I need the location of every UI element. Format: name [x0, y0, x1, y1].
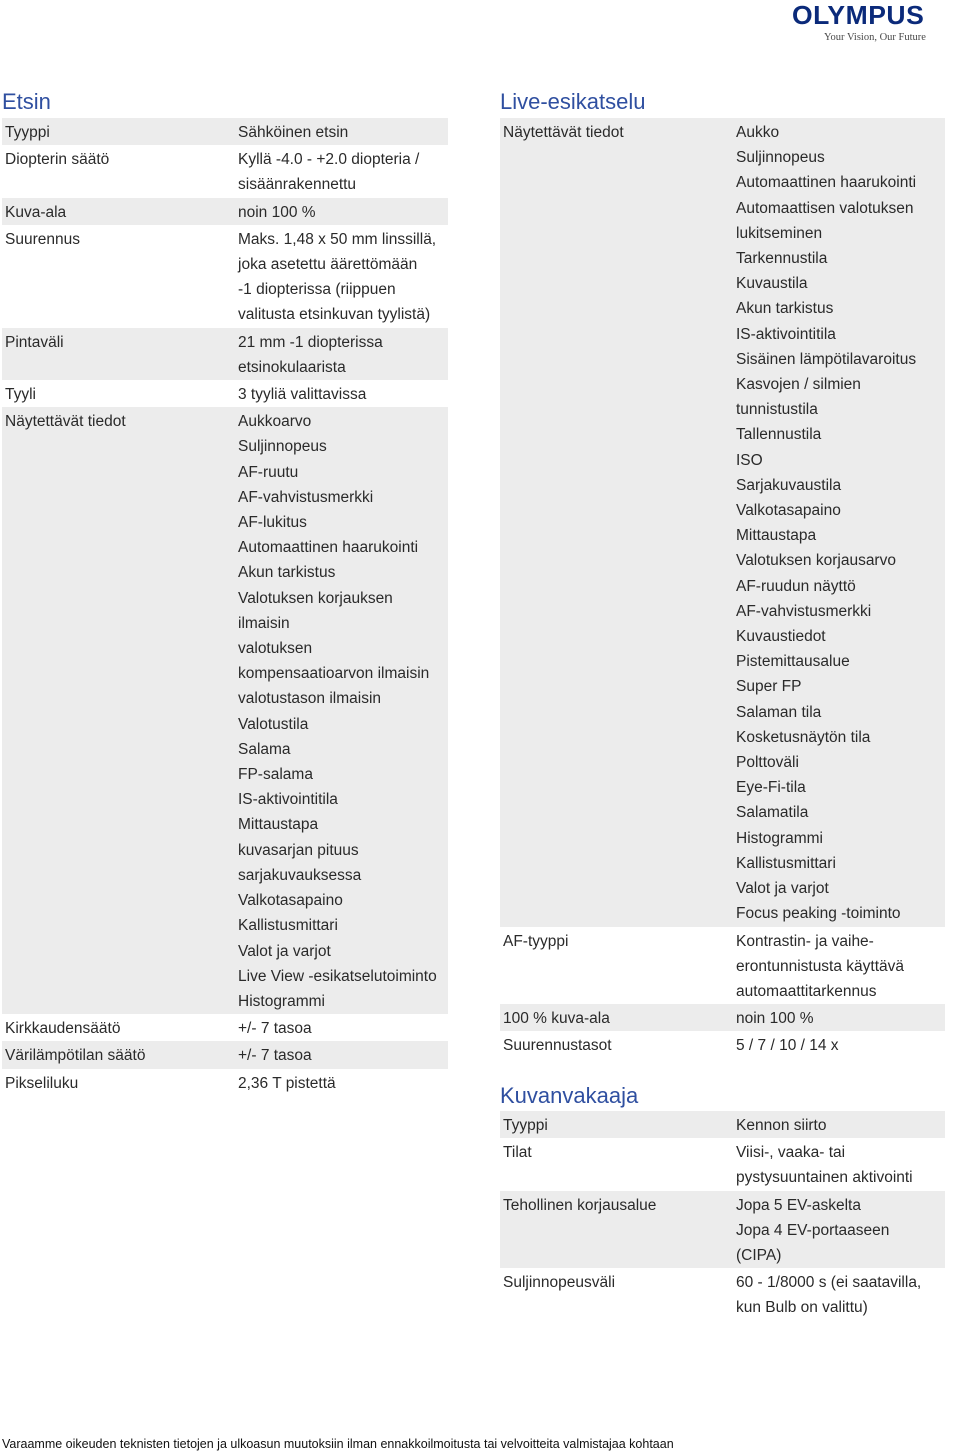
spec-value-line: Tallennustila: [736, 426, 822, 444]
spec-value-line: Valkotasapaino: [238, 892, 343, 910]
spec-value-line: automaattitarkennus: [736, 982, 877, 1000]
spec-value-line: Salamatila: [736, 804, 809, 822]
spec-value-line: Kuvaustila: [736, 275, 808, 293]
spec-value-line: valotuksen: [238, 640, 313, 658]
spec-value: [235, 1014, 448, 1041]
spec-label: 100 % kuva-ala: [500, 1004, 733, 1031]
spec-value-line: Maks. 1,48 x 50 mm linssillä,: [238, 230, 437, 248]
spec-value-line: Focus peaking -toiminto: [736, 905, 901, 923]
spec-value: [733, 927, 945, 1005]
spec-label: Suljinnopeusväli: [503, 1274, 616, 1292]
spec-value-line: Kontrastin- ja vaihe-: [736, 932, 874, 950]
spec-value-line: Kennon siirto: [736, 1117, 827, 1134]
spec-value: [235, 198, 448, 225]
spec-value-line: FP-salama: [238, 766, 313, 784]
spec-value-line: valotustason ilmaisin: [238, 690, 382, 708]
brand-tagline: Your Vision, Our Future: [824, 32, 926, 43]
spec-row: [2, 1041, 448, 1068]
spec-row: [500, 1191, 945, 1269]
spec-value-line: AF-ruutu: [238, 463, 299, 481]
spec-value-line: Super FP: [736, 678, 802, 696]
spec-value-line: ISO: [736, 451, 763, 469]
spec-row: [500, 1268, 945, 1320]
spec-value: [235, 407, 448, 1014]
spec-label: Tyyppi: [500, 1111, 733, 1138]
spec-value-line: AF-vahvistusmerkki: [238, 488, 374, 506]
spec-value-line: Kosketusnäytön tila: [736, 728, 871, 746]
spec-row: [500, 1138, 945, 1190]
spec-value-line: lukitseminen: [736, 224, 823, 242]
section-title-etsin: Etsin: [2, 89, 51, 114]
spec-value-line: Salama: [238, 740, 291, 758]
spec-value-line: Automaattinen haarukointi: [238, 539, 419, 557]
spec-value-line: Pistemittausalue: [736, 653, 850, 671]
spec-value-line: pystysuuntainen aktivointi: [736, 1169, 913, 1187]
spec-value-line: valitusta etsinkuvan tyylistä): [238, 306, 431, 324]
spec-value-line: 2,36 T pistettä: [238, 1074, 336, 1092]
spec-value-line: +/- 7 tasoa: [238, 1047, 312, 1065]
spec-label: Tyyli: [5, 386, 36, 404]
spec-value: [235, 1069, 448, 1096]
spec-value-line: kuvasarjan pituus: [238, 841, 359, 859]
spec-value-line: Kallistusmittari: [736, 854, 836, 872]
section-title-live-esikatselu: Live-esikatselu: [500, 89, 646, 114]
spec-value-line: Jopa 4 EV-portaaseen: [736, 1221, 890, 1239]
spec-row: [2, 118, 448, 145]
spec-value-line: Aukko: [736, 124, 780, 141]
spec-value-line: AF-vahvistusmerkki: [736, 602, 872, 620]
spec-value-line: tunnistustila: [736, 401, 818, 419]
spec-value-line: Automaattisen valotuksen: [736, 199, 914, 217]
spec-label: AF-tyyppi: [503, 932, 569, 950]
spec-value-line: AF-ruudun näyttö: [736, 577, 856, 595]
spec-value-line: 60 - 1/8000 s (ei saatavilla,: [736, 1274, 922, 1292]
spec-label: Näytettävät tiedot: [2, 407, 235, 1014]
spec-label: Kuva-ala: [2, 198, 235, 225]
spec-label: Suurennus: [5, 230, 80, 248]
spec-value-line: Eye-Fi-tila: [736, 779, 806, 797]
spec-value-line: Salaman tila: [736, 703, 822, 721]
spec-value-line: -1 diopterissa (riippuen: [238, 281, 396, 299]
spec-row: [500, 1031, 945, 1058]
spec-value-line: Kuvaustiedot: [736, 628, 826, 646]
spec-value: [733, 118, 945, 927]
spec-row: [500, 1111, 945, 1138]
spec-value-line: kun Bulb on valittu): [736, 1299, 868, 1317]
spec-label: Näytettävät tiedot: [500, 118, 733, 927]
spec-value: [235, 118, 448, 145]
spec-value-line: sarjakuvauksessa: [238, 866, 362, 884]
spec-value-line: joka asetettu äärettömään: [238, 256, 418, 274]
spec-value-line: Live View -esikatselutoiminto: [238, 967, 437, 985]
spec-table-etsin: [2, 118, 448, 1096]
spec-value-line: Kallistusmittari: [238, 917, 338, 935]
spec-label: Pikseliluku: [5, 1074, 79, 1092]
spec-value-line: Valotuksen korjausarvo: [736, 552, 896, 570]
spec-value-line: 21 mm -1 diopterissa: [238, 333, 383, 351]
spec-value-line: +/- 7 tasoa: [238, 1020, 312, 1038]
spec-value: [733, 1138, 945, 1190]
spec-row: [2, 407, 448, 1014]
spec-value-line: Jopa 5 EV-askelta: [736, 1196, 861, 1214]
spec-value-line: Valotuksen korjauksen: [238, 589, 393, 607]
spec-row: [2, 1069, 448, 1096]
spec-value-line: Valot ja varjot: [238, 942, 331, 960]
spec-value-line: Aukkoarvo: [238, 413, 312, 431]
spec-value-line: Akun tarkistus: [238, 564, 336, 582]
spec-row: [500, 927, 945, 1005]
spec-row: [2, 328, 448, 380]
spec-value-line: Suljinnopeus: [736, 149, 825, 167]
spec-value-line: Automaattinen haarukointi: [736, 174, 917, 192]
spec-value-line: IS-aktivointitila: [238, 791, 338, 809]
spec-value: [235, 225, 448, 328]
spec-row: [2, 225, 448, 328]
section-title-kuvanvakaaja: Kuvanvakaaja: [500, 1083, 639, 1108]
spec-value-line: Valkotasapaino: [736, 502, 841, 520]
spec-value-line: sisäänrakennettu: [238, 176, 357, 194]
spec-value: [235, 145, 448, 197]
spec-value-line: Histogrammi: [238, 992, 325, 1010]
spec-value-line: Valotustila: [238, 715, 309, 733]
spec-value-line: noin 100 %: [736, 1010, 814, 1028]
spec-value: [733, 1004, 945, 1031]
spec-value: [733, 1031, 945, 1058]
spec-label: Tilat: [503, 1144, 532, 1162]
spec-row: [500, 1004, 945, 1031]
spec-label: Värilämpötilan säätö: [2, 1041, 235, 1068]
spec-row: [500, 118, 945, 927]
spec-value-line: Valot ja varjot: [736, 880, 829, 898]
spec-label: Diopterin säätö: [5, 151, 110, 169]
spec-value-line: Mittaustapa: [238, 816, 319, 834]
spec-value-line: erontunnistusta käyttävä: [736, 957, 905, 975]
spec-value-line: Mittaustapa: [736, 527, 817, 545]
spec-value-line: Suljinnopeus: [238, 438, 327, 456]
spec-value-line: Sähköinen etsin: [238, 124, 349, 141]
spec-value: [733, 1191, 945, 1269]
spec-row: [2, 198, 448, 225]
spec-value-line: Viisi-, vaaka- tai: [736, 1144, 846, 1162]
spec-value: [235, 328, 448, 380]
spec-value-line: Histogrammi: [736, 829, 823, 847]
spec-value-line: Polttoväli: [736, 754, 799, 772]
spec-row: [2, 145, 448, 197]
spec-value-line: Kasvojen / silmien: [736, 376, 861, 394]
brand-wordmark: OLYMPUS: [792, 0, 925, 30]
spec-value-line: Tarkennustila: [736, 250, 828, 268]
spec-value-line: ilmaisin: [238, 614, 290, 632]
spec-value-line: 5 / 7 / 10 / 14 x: [736, 1037, 839, 1055]
spec-label: Kirkkaudensäätö: [5, 1020, 121, 1038]
spec-value: [235, 1041, 448, 1068]
spec-label: Suurennustasot: [503, 1037, 612, 1055]
spec-row: [2, 380, 448, 407]
spec-row: [2, 1014, 448, 1041]
spec-value-line: (CIPA): [736, 1247, 782, 1265]
spec-value: [235, 380, 448, 407]
spec-value-line: Sisäinen lämpötilavaroitus: [736, 350, 917, 368]
spec-value-line: IS-aktivointitila: [736, 325, 836, 343]
spec-value-line: 3 tyyliä valittavissa: [238, 386, 367, 404]
spec-value: [733, 1111, 945, 1138]
spec-value-line: AF-lukitus: [238, 514, 307, 532]
spec-label: Tyyppi: [2, 118, 235, 145]
spec-value: [733, 1268, 945, 1320]
spec-value-line: kompensaatioarvon ilmaisin: [238, 665, 430, 683]
spec-value-line: Akun tarkistus: [736, 300, 834, 318]
spec-table-live-esikatselu: [500, 118, 945, 1059]
spec-value-line: Kyllä -4.0 - +2.0 diopteria /: [238, 151, 420, 169]
spec-value-line: Sarjakuvaustila: [736, 476, 842, 494]
spec-value-line: noin 100 %: [238, 203, 316, 221]
spec-value-line: etsinokulaarista: [238, 358, 346, 376]
olympus-logo: [792, 2, 956, 50]
spec-table-kuvanvakaaja: [500, 1111, 945, 1321]
footer-disclaimer: Varaamme oikeuden teknisten tietojen ja ulkoasun muutoksiin ilman ennakkoilmoitusta tai velvoitteita valmistajaa kohtaan: [2, 1437, 674, 1451]
spec-label: Pintaväli: [2, 328, 235, 380]
spec-label: Tehollinen korjausalue: [500, 1191, 733, 1269]
